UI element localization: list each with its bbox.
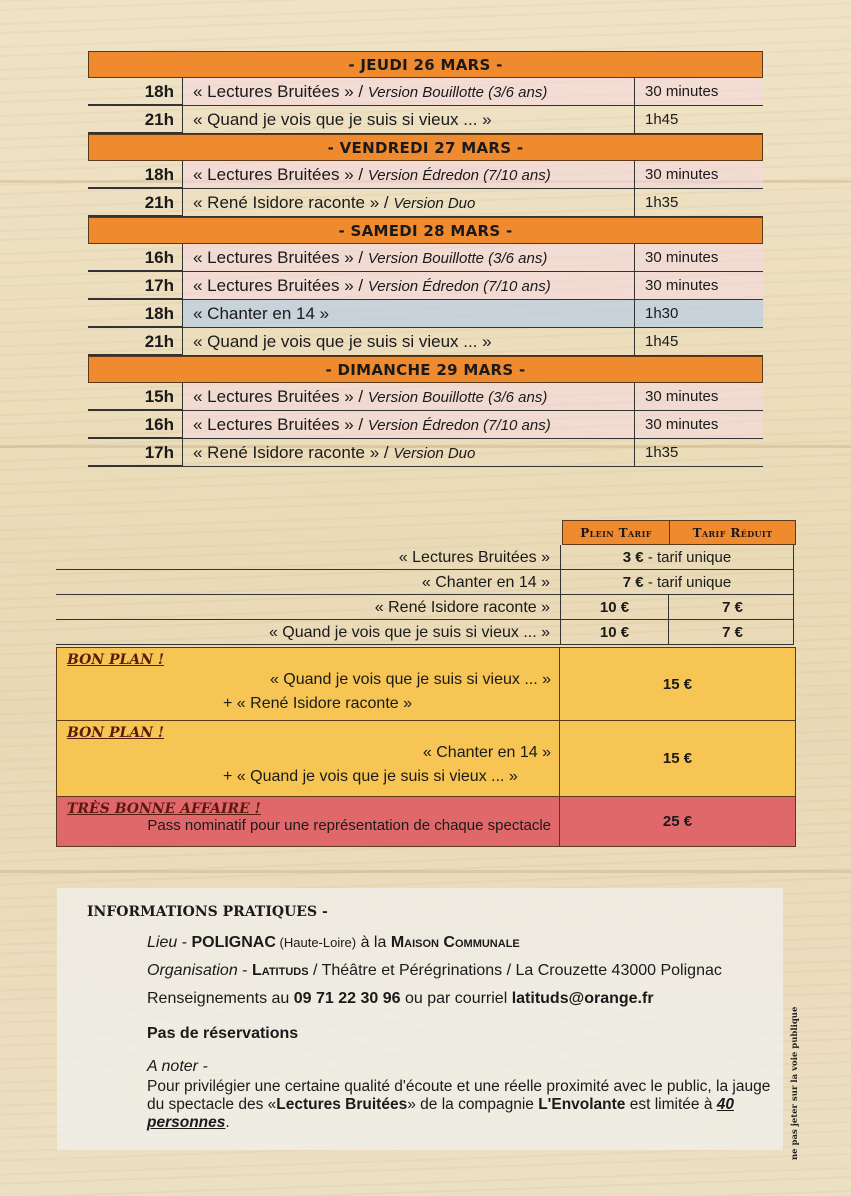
deal-box [56, 797, 796, 847]
day-header: - JEUDI 26 MARS - [88, 51, 763, 78]
show-time: 21h [88, 189, 182, 217]
day-header: - VENDREDI 27 MARS - [88, 134, 763, 161]
deal-box [56, 647, 796, 721]
price-full: 10 € [560, 595, 668, 620]
show-time: 16h [88, 244, 182, 272]
deal-box [56, 721, 796, 797]
deal-description: Pass nominatif pour une représentation de chaque spectacle [147, 817, 551, 834]
price-label: « René Isidore raconte » [56, 595, 560, 620]
no-reservation: Pas de réservations [147, 1025, 299, 1042]
show-time: 18h [88, 300, 182, 328]
price-reduced: 7 € [668, 620, 794, 645]
note-label: A noter - [147, 1058, 208, 1075]
deal-line: « Quand je vois que je suis si vieux ... » [269, 671, 551, 688]
deal-line: « Chanter en 14 » [422, 744, 551, 761]
show-title: « René Isidore raconte » / Version Duo [182, 189, 634, 217]
show-duration: 1h35 [634, 439, 763, 467]
deal-price: 25 € [559, 797, 795, 846]
price-row [56, 545, 796, 570]
show-duration: 1h30 [634, 300, 763, 328]
show-title: « Lectures Bruitées » / Version Édredon (7/10 ans) [182, 272, 634, 300]
header-full-price: Plein Tarif [562, 520, 670, 545]
schedule-row [88, 272, 763, 300]
show-time: 16h [88, 411, 182, 439]
schedule-row [88, 78, 763, 106]
info-location: Lieu - POLIGNAC (Haute-Loire) à la Maison Communale [147, 934, 520, 951]
deal-line: + « René Isidore raconte » [223, 695, 413, 712]
show-title: « Lectures Bruitées » / Version Édredon (7/10 ans) [182, 411, 634, 439]
show-duration: 1h45 [634, 106, 763, 134]
schedule-row [88, 244, 763, 272]
show-duration: 1h35 [634, 189, 763, 217]
practical-info [57, 888, 783, 1150]
show-duration: 1h45 [634, 328, 763, 356]
show-title: « Quand je vois que je suis si vieux ... » [182, 106, 634, 134]
show-duration: 30 minutes [634, 244, 763, 272]
price-label: « Chanter en 14 » [56, 570, 560, 595]
schedule-row [88, 328, 763, 356]
deal-price: 15 € [559, 648, 795, 720]
phone-number[interactable]: 09 71 22 30 96 [293, 990, 401, 1007]
info-contact: Renseignements au 09 71 22 30 96 ou par courriel latituds@orange.fr [147, 990, 654, 1007]
show-duration: 30 minutes [634, 272, 763, 300]
show-title: « Lectures Bruitées » / Version Édredon (7/10 ans) [182, 161, 634, 189]
day-header: - SAMEDI 28 MARS - [88, 217, 763, 244]
price-full: 10 € [560, 620, 668, 645]
schedule-row [88, 411, 763, 439]
header-reduced-price: Tarif Réduit [670, 520, 796, 545]
note-text: Pour privilégier une certaine qualité d'écoute et une réelle proximité avec le public, la jauge du spectacle des «Lectures Bruitées» de la compagnie L'Envolante est limitée à 40 personnes. [147, 1078, 771, 1131]
price-row [56, 570, 796, 595]
info-heading: INFORMATIONS PRATIQUES - [87, 904, 328, 920]
deal-tag: BON PLAN ! [67, 652, 165, 668]
email-link[interactable]: latituds@orange.fr [511, 990, 654, 1007]
schedule-table [88, 51, 763, 467]
show-title: « Lectures Bruitées » / Version Bouillotte (3/6 ans) [182, 244, 634, 272]
show-title: « Chanter en 14 » [182, 300, 634, 328]
info-organisation: Organisation - Latituds / Théâtre et Pérégrinations / La Crouzette 43000 Polignac [147, 962, 722, 979]
schedule-row [88, 300, 763, 328]
show-time: 17h [88, 272, 182, 300]
pricing-table [56, 520, 796, 847]
price-reduced: 7 € [668, 595, 794, 620]
deal-tag: BON PLAN ! [67, 725, 165, 741]
schedule-row [88, 383, 763, 411]
show-title: « Quand je vois que je suis si vieux ... » [182, 328, 634, 356]
show-time: 18h [88, 78, 182, 106]
schedule-row [88, 189, 763, 217]
day-header: - DIMANCHE 29 MARS - [88, 356, 763, 383]
wood-grain [0, 870, 851, 873]
price-unique: 7 € - tarif unique [560, 570, 794, 595]
schedule-row [88, 439, 763, 467]
show-time: 17h [88, 439, 182, 467]
deal-line: + « Quand je vois que je suis si vieux ... » [223, 768, 518, 785]
price-label: « Lectures Bruitées » [56, 545, 560, 570]
show-time: 15h [88, 383, 182, 411]
deal-tag: TRÈS BONNE AFFAIRE ! [67, 801, 261, 817]
schedule-row [88, 106, 763, 134]
deal-price: 15 € [559, 721, 795, 796]
show-time: 18h [88, 161, 182, 189]
show-time: 21h [88, 328, 182, 356]
schedule-row [88, 161, 763, 189]
show-title: « Lectures Bruitées » / Version Bouillotte (3/6 ans) [182, 383, 634, 411]
side-note: ne pas jeter sur la voie publique [790, 1006, 800, 1160]
show-duration: 30 minutes [634, 383, 763, 411]
show-duration: 30 minutes [634, 78, 763, 106]
show-title: « Lectures Bruitées » / Version Bouillotte (3/6 ans) [182, 78, 634, 106]
price-unique: 3 € - tarif unique [560, 545, 794, 570]
show-title: « René Isidore raconte » / Version Duo [182, 439, 634, 467]
price-row [56, 620, 796, 645]
show-duration: 30 minutes [634, 411, 763, 439]
show-duration: 30 minutes [634, 161, 763, 189]
price-row [56, 595, 796, 620]
show-time: 21h [88, 106, 182, 134]
pricing-header [56, 520, 796, 545]
price-label: « Quand je vois que je suis si vieux ... » [56, 620, 560, 645]
